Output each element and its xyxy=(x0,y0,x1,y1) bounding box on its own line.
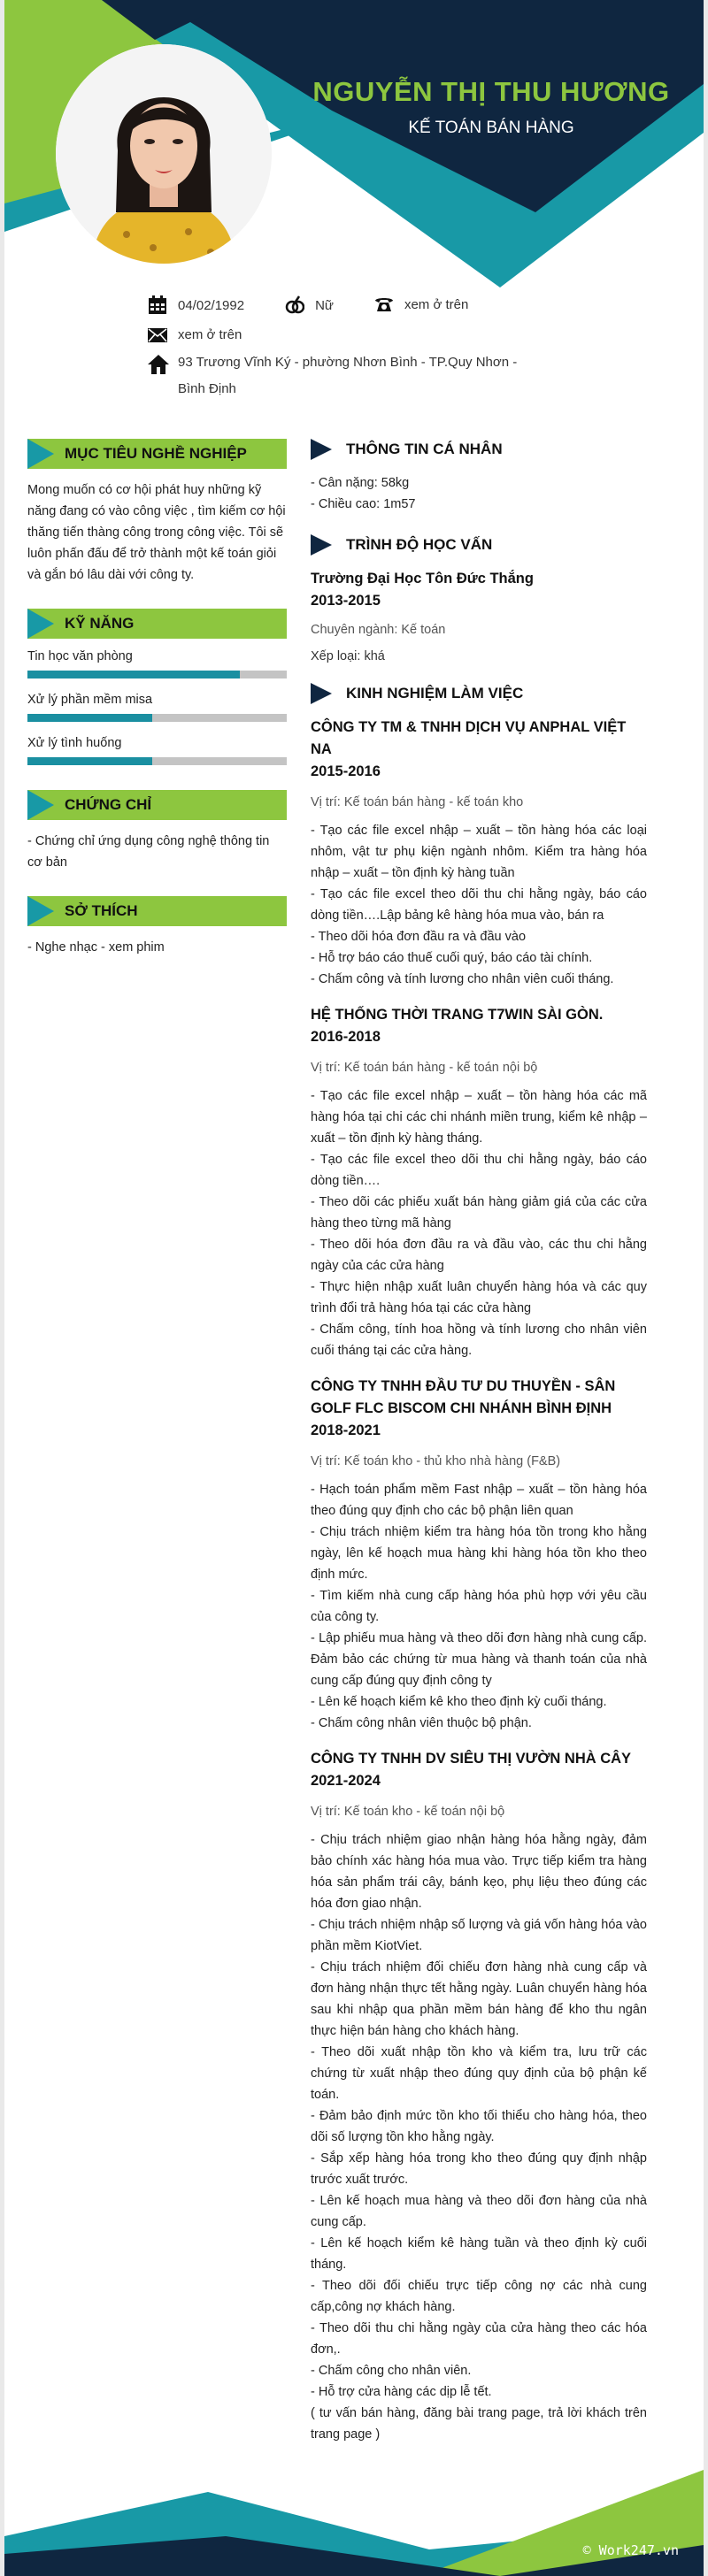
weight-text: - Cân nặng: 58kg xyxy=(311,476,410,490)
section-arrow-icon xyxy=(311,683,332,704)
skill-item: Tin học văn phòng xyxy=(27,649,287,678)
hobbies-heading: SỞ THÍCH xyxy=(27,896,287,926)
skills-heading: KỸ NĂNG xyxy=(27,609,287,639)
skill-bar xyxy=(27,757,287,765)
objective-text: Mong muốn có cơ hội phát huy những kỹ năng đang có vào công việc , tìm kiếm cơ hội thăng tiến thàng công trong công việc. Tôi sẽ luôn phấn đấu để trở thành một kế toán giỏi và gắn bó lâu dài với công ty. xyxy=(27,483,286,582)
job-company: HỆ THỐNG THỜI TRANG T7WIN SÀI GÒN. xyxy=(311,1007,604,1023)
certificates-text: - Chứng chỉ ứng dụng công nghệ thông tin cơ bản xyxy=(27,834,270,870)
job-entry xyxy=(311,717,647,990)
watermark: © Work247.vn xyxy=(582,2542,679,2558)
email-value: xem ở trên xyxy=(178,327,242,342)
section-arrow-icon xyxy=(27,896,54,926)
phone-value: xem ở trên xyxy=(404,296,469,312)
skill-bar-fill xyxy=(27,757,152,765)
right-column xyxy=(311,439,647,2459)
job-years: 2016-2018 xyxy=(311,1029,381,1045)
birthday-item xyxy=(148,295,244,315)
gender-value: Nữ xyxy=(315,297,334,313)
job-description: - Tạo các file excel nhập – xuất – tồn hàng hóa các loại nhôm, vật tư phụ kiện ngành nhôm. Kiểm tra hàng hóa nhập – xuất – tồn định kỳ hàng tuần - Tạo các file excel theo dõi thu chi hằng ngày, báo cáo dòng tiền….Lập bảng kê hàng hóa mua vào, bán ra - Theo dõi hóa đơn đầu ra và đầu vào - Hỗ trợ báo cáo thuế cuối quý, báo cáo tài chính. - Chấm công và tính lương cho nhân viên cuối tháng. xyxy=(311,824,647,986)
left-column xyxy=(27,439,287,958)
contact-info xyxy=(148,295,519,402)
height-text: - Chiều cao: 1m57 xyxy=(311,497,416,511)
skill-bar xyxy=(27,714,287,722)
job-company: CÔNG TY TNHH ĐẦU TƯ DU THUYỀN - SÂN GOLF FLC BISCOM CHI NHÁNH BÌNH ĐỊNH xyxy=(311,1378,616,1416)
job-position: Vị trí: Kế toán kho - kế toán nội bộ xyxy=(311,1805,505,1819)
birthday-value: 04/02/1992 xyxy=(178,297,245,313)
phone-item xyxy=(374,295,468,313)
experience-heading: KINH NGHIỆM LÀM VIỆC xyxy=(311,683,647,704)
objective-heading: MỤC TIÊU NGHỀ NGHIỆP xyxy=(27,439,287,469)
envelope-icon xyxy=(148,328,167,342)
job-entry xyxy=(311,1004,647,1361)
address-item xyxy=(148,355,519,402)
skill-bar-fill xyxy=(27,671,240,678)
profile-photo xyxy=(56,44,272,264)
skill-bar-fill xyxy=(27,714,152,722)
job-position: Vị trí: Kế toán kho - thủ kho nhà hàng (F&B) xyxy=(311,1454,561,1468)
section-arrow-icon xyxy=(27,439,54,469)
job-entry xyxy=(311,1376,647,1734)
section-arrow-icon xyxy=(311,534,332,556)
job-position: Vị trí: Kế toán bán hàng - kế toán kho xyxy=(311,795,524,809)
job-years: 2015-2016 xyxy=(311,763,381,779)
home-icon xyxy=(148,355,169,374)
job-description: - Chịu trách nhiệm giao nhận hàng hóa hằng ngày, đảm bảo chính xác hàng hóa mua vào. Trực tiếp kiểm tra hàng hóa sản phẩm trái cây, bánh kẹo, phụ liệu theo đúng các hóa đơn giao nhận. - Chịu trách nhiệm nhập số lượng và giá vốn hàng hóa vào phần mềm KiotViet. - Chịu trách nhiệm đối chiếu đơn hàng nhà cung cấp và đơn hàng nhận thực tết hằng ngày. Luân chuyển hàng hóa sau khi nhập qua phần mềm bán hàng để kho thu ngân thực hiện bán hàng cho khách hàng. - Theo dõi xuất nhập tồn kho và kiểm tra, lưu trữ các chứng từ xuất nhập theo đúng quy định của bộ phận kế toán. - Đảm bảo định mức tồn kho tối thiểu cho hàng hóa, theo dõi số lượng tồn kho hằng ngày. - Sắp xếp hàng hóa trong kho theo đúng quy định nhập trước xuất trước. - Lên kế hoạch mua hàng và theo dõi đơn hàng của nhà cung cấp. - Lên kế hoạch kiểm kê hàng tuần và theo định kỳ cuối tháng. - Theo dõi đối chiếu trực tiếp công nợ các nhà cung cấp,công nợ khách hàng. - Theo dõi thu chi hằng ngày của cửa hàng theo các hóa đơn,. - Chấm công cho nhân viên. - Hỗ trợ cửa hàng các dịp lễ tết. ( tư vấn bán hàng, đăng bài trang page, trả lời khách trên trang page ) xyxy=(311,1833,647,2442)
skill-bar xyxy=(27,671,287,678)
job-position: Vị trí: Kế toán bán hàng - kế toán nội bộ xyxy=(311,1061,538,1075)
job-entry xyxy=(311,1748,647,2445)
address-value: 93 Trương Vĩnh Ký - phường Nhơn Bình - TP.Quy Nhơn - Bình Định xyxy=(178,355,518,396)
job-company: CÔNG TY TNHH DV SIÊU THỊ VƯỜN NHÀ CÂY xyxy=(311,1751,632,1767)
major-text: Chuyên ngành: Kế toán xyxy=(311,623,446,637)
school-years: 2013-2015 xyxy=(311,593,381,609)
cv-page xyxy=(4,0,704,2576)
skill-item: Xử lý phần mềm misa xyxy=(27,693,287,722)
grade-text: Xếp loại: khá xyxy=(311,649,385,663)
job-description: - Tạo các file excel nhập – xuất – tồn hàng hóa các mã hàng hóa tại chi các chi nhánh miền trung, kiểm kê nhập – xuất – tồn định kỳ hàng tháng. - Tạo các file excel theo dõi thu chi hằng ngày, báo cáo dòng tiền…. - Theo dõi các phiếu xuất bán hàng giảm giá của các cửa hàng theo từng mã hàng - Theo dõi hóa đơn đầu ra và đầu vào, các thu chi hằng ngày của các cửa hàng - Thực hiện nhập xuất luân chuyển hàng hóa và các quy trình đổi trả hàng hóa tại các cửa hàng - Chấm công, tính hoa hồng và tính lương cho nhân viên cuối tháng tại các cửa hàng. xyxy=(311,1089,647,1358)
section-arrow-icon xyxy=(27,790,54,820)
job-years: 2021-2024 xyxy=(311,1773,381,1789)
phone-icon xyxy=(374,295,394,313)
section-arrow-icon xyxy=(27,609,54,639)
candidate-name: NGUYỄN THỊ THU HƯƠNG xyxy=(312,76,670,107)
candidate-role: KẾ TOÁN BÁN HÀNG xyxy=(408,119,574,137)
email-item xyxy=(148,327,242,342)
job-company: CÔNG TY TM & TNHH DỊCH VỤ ANPHAL VIỆT NA xyxy=(311,719,627,757)
section-arrow-icon xyxy=(311,439,332,460)
skills-list xyxy=(27,649,287,765)
school-name: Trường Đại Học Tôn Đức Thắng xyxy=(311,571,534,586)
gender-item xyxy=(285,295,334,315)
education-heading: TRÌNH ĐỘ HỌC VẤN xyxy=(311,534,647,556)
personal-heading: THÔNG TIN CÁ NHÂN xyxy=(311,439,647,460)
job-years: 2018-2021 xyxy=(311,1422,381,1438)
job-description: - Hạch toán phẩm mềm Fast nhập – xuất – tồn hàng hóa theo đúng quy định cho các bộ phận liên quan - Chịu trách nhiệm kiểm tra hàng hóa tồn trong kho hằng ngày, lên kế hoạch mua hàng khi hàng hóa tồn kho theo định mức. - Tìm kiếm nhà cung cấp hàng hóa phù hợp với yêu cầu của công ty. - Lập phiếu mua hàng và theo dõi đơn hàng nhà cung cấp. Đảm bảo các chứng từ mua hàng và thanh toán của nhà cung cấp đúng quy định công ty - Lên kế hoạch kiểm kê kho theo định kỳ cuối tháng. - Chấm công nhân viên thuộc bộ phận. xyxy=(311,1483,647,1730)
skill-item: Xử lý tình huống xyxy=(27,736,287,765)
gender-icon xyxy=(285,295,304,315)
certificates-heading: CHỨNG CHỈ xyxy=(27,790,287,820)
calendar-icon xyxy=(148,295,167,315)
hobbies-text: - Nghe nhạc - xem phim xyxy=(27,940,165,954)
